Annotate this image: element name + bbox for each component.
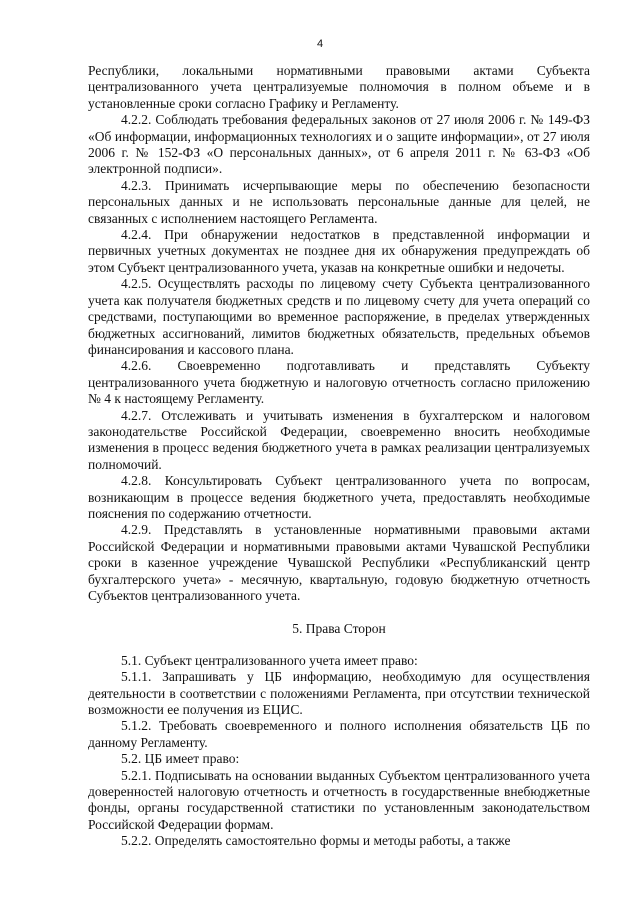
paragraph-4-2-7: 4.2.7. Отслеживать и учитывать изменения в бухгалтерском и налоговом законодательстве Российской Федерации, своевременно вносить необходимые изменения в процесс ведения бюджетного учета в рамках реализации централизуемых полномочий.: [88, 407, 590, 472]
paragraph-5-1: 5.1. Субъект централизованного учета имеет право:: [121, 652, 418, 668]
paragraph-4-2-3: 4.2.3. Принимать исчерпывающие меры по обеспечению безопасности персональных данных и не использовать персональные данные для целей, не связанных с исполнением настоящего Регламента.: [88, 177, 590, 226]
document-body: [88, 63, 590, 850]
paragraph-5-1-1: 5.1.1. Запрашивать у ЦБ информацию, необходимую для осуществления деятельности в соответствии с положениями Регламента, при отсутствии технической возможности ее получения из ЕЦИС.: [88, 669, 590, 718]
paragraph-5-1-2: 5.1.2. Требовать своевременного и полного исполнения обязательств ЦБ по данному Регламенту.: [88, 718, 590, 750]
paragraph-continuation: Республики, локальными нормативными правовыми актами Субъекта централизованного учета централизуемые полномочия в полном объеме и в установленные сроки согласно Графику и Регламенту.: [88, 63, 590, 111]
page-number: 4: [316, 38, 324, 50]
paragraph-4-2-9: 4.2.9. Представлять в установленные нормативными правовыми актами Российской Федерации и нормативными правовыми актами Чувашской Республики сроки в казенное учреждение Чувашской Республики «Республиканский центр бухгалтерского учета» - месячную, квартальную, годовую бюджетную отчетность Субъектов централизованного учета.: [88, 522, 590, 603]
paragraph-4-2-5: 4.2.5. Осуществлять расходы по лицевому счету Субъекта централизованного учета как получателя бюджетных средств и по лицевому счету для учета операций со средствами, поступающими во временное распоряжение, в пределах утвержденных бюджетных ассигнований, лимитов бюджетных обязательств, предельных объемов финансирования и кассового плана.: [88, 276, 590, 357]
paragraph-5-2-1: 5.2.1. Подписывать на основании выданных Субъектом централизованного учета доверенностей налоговую отчетность и отчетность в государственные внебюджетные фонды, органы государственной статистики по установленным законодательством Российской Федерации формам.: [88, 767, 590, 832]
paragraph-5-2: 5.2. ЦБ имеет право:: [121, 751, 240, 767]
paragraph-4-2-4: 4.2.4. При обнаружении недостатков в представленной информации и первичных учетных документах не позднее дня их обнаружения предупреждать об этом Субъект централизованного учета, указав на конкретные ошибки и недочеты.: [88, 227, 590, 275]
section-heading: 5. Права Сторон: [292, 621, 386, 637]
paragraph-4-2-6: 4.2.6. Своевременно подготавливать и представлять Субъекту централизованного учета бюджетную и налоговую отчетность согласно приложению № 4 к настоящему Регламенту.: [88, 358, 590, 407]
paragraph-5-2-2: 5.2.2. Определять самостоятельно формы и методы работы, а также: [121, 833, 511, 849]
paragraph-4-2-8: 4.2.8. Консультировать Субъект централизованного учета по вопросам, возникающим в процессе ведения бюджетного учета, предоставлять необходимые пояснения по содержанию отчетности.: [88, 473, 590, 521]
paragraph-4-2-2: 4.2.2. Соблюдать требования федеральных законов от 27 июля 2006 г. № 149-ФЗ «Об информации, информационных технологиях и о защите информации», от 27 июля 2006 г. № 152-ФЗ «О персональных данных», от 6 апреля 2011 г. № 63-ФЗ «Об электронной подписи».: [88, 112, 590, 177]
